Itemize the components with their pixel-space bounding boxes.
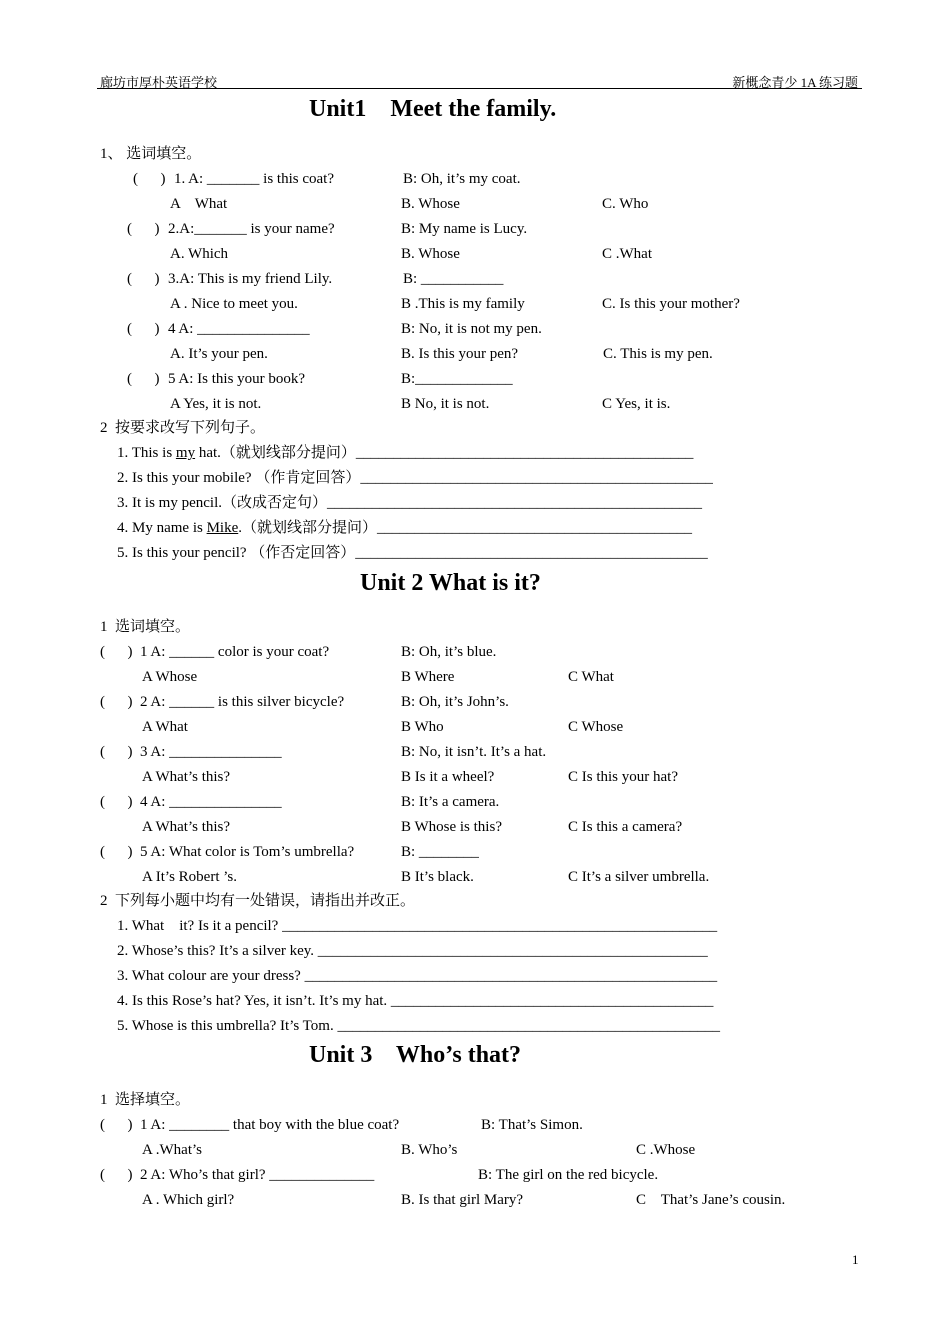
question-response: B: It’s a camera. xyxy=(401,794,500,810)
unit3-section1-heading: 1 选择填空。 xyxy=(100,1092,191,1108)
answer-blank[interactable]: ( ) xyxy=(127,371,160,387)
header-course: 新概念青少 1A 练习题 xyxy=(732,75,858,90)
option-c: C .What xyxy=(602,246,652,262)
unit1-section1-heading: 1、 选词填空。 xyxy=(100,146,202,162)
option-a: A Whose xyxy=(142,669,198,685)
option-c: C It’s a silver umbrella. xyxy=(568,869,710,885)
option-b: B Where xyxy=(401,669,455,685)
page-number: 1 xyxy=(852,1252,859,1267)
answer-blank[interactable]: ( ) xyxy=(100,744,133,760)
option-b: B Who xyxy=(401,719,444,735)
answer-blank[interactable]: ( ) xyxy=(127,271,160,287)
option-a: A It’s Robert ’s. xyxy=(142,869,238,885)
header-divider xyxy=(97,88,862,89)
option-b: B Is it a wheel? xyxy=(401,769,495,785)
answer-blank[interactable]: ( ) xyxy=(100,1117,133,1133)
option-c: C Is this your hat? xyxy=(568,769,678,785)
option-c: C What xyxy=(568,669,614,685)
question-stem: 2 A: Who’s that girl? ______________ xyxy=(140,1167,375,1183)
option-c: C. Who xyxy=(602,196,649,212)
option-b: B. Whose xyxy=(401,196,460,212)
question-stem: 5 A: Is this your book? xyxy=(168,371,306,387)
rewrite-text-after: .（就划线部分提问）__________________________________________ xyxy=(238,520,693,536)
question-stem: 1 A: ________ that boy with the blue coat? xyxy=(140,1117,400,1133)
option-c: C .Whose xyxy=(636,1142,696,1158)
question-stem: 4 A: _______________ xyxy=(140,794,282,810)
option-b: B No, it is not. xyxy=(401,396,490,412)
question-response: B:_____________ xyxy=(401,371,513,387)
answer-blank[interactable]: ( ) xyxy=(100,1167,133,1183)
rewrite-text-before: 4. My name is xyxy=(117,520,207,536)
option-a: A What’s this? xyxy=(142,769,231,785)
question-stem: 5 A: What color is Tom’s umbrella? xyxy=(140,844,355,860)
error-item-3: 3. What colour are your dress? _______________________________________________________ xyxy=(117,968,718,984)
answer-blank[interactable]: ( ) xyxy=(127,321,160,337)
question-response: B: ________ xyxy=(401,844,479,860)
option-c: C. This is my pen. xyxy=(603,346,713,362)
rewrite-item-3: 3. It is my pencil.（改成否定句）__________________________________________________ xyxy=(117,495,702,511)
unit2-title: Unit 2 What is it? xyxy=(360,570,541,596)
error-item-1: 1. What it? Is it a pencil? __________________________________________________________ xyxy=(117,918,718,934)
option-a: A . Nice to meet you. xyxy=(170,296,298,312)
unit2-section1-heading: 1 选词填空。 xyxy=(100,619,191,635)
question-stem: 3 A: _______________ xyxy=(140,744,282,760)
underlined-word: Mike xyxy=(206,520,239,536)
rewrite-text-after: hat.（就划线部分提问）_____________________________________________ xyxy=(195,445,694,461)
option-a: A. Which xyxy=(170,246,229,262)
option-a: A. It’s your pen. xyxy=(170,346,268,362)
rewrite-item-5: 5. Is this your pencil? （作否定回答）_______________________________________________ xyxy=(117,545,708,561)
question-stem: 2.A:_______ is your name? xyxy=(168,221,335,237)
header-school: 廊坊市厚朴英语学校 xyxy=(100,75,218,90)
option-b: B It’s black. xyxy=(401,869,474,885)
question-response: B: That’s Simon. xyxy=(481,1117,583,1133)
rewrite-item-4 xyxy=(117,519,692,537)
question-response: B: No, it isn’t. It’s a hat. xyxy=(401,744,547,760)
option-b: B. Is that girl Mary? xyxy=(401,1192,524,1208)
error-item-4: 4. Is this Rose’s hat? Yes, it isn’t. It’s my hat. ___________________________________________ xyxy=(117,993,714,1009)
answer-blank[interactable]: ( ) xyxy=(100,844,133,860)
option-a: A What xyxy=(170,196,228,212)
option-c: C Whose xyxy=(568,719,624,735)
unit1-title: Unit1 Meet the family. xyxy=(309,96,557,122)
option-a: A What xyxy=(142,719,188,735)
rewrite-item-1 xyxy=(117,444,693,462)
option-a: A What’s this? xyxy=(142,819,231,835)
underlined-word: my xyxy=(175,445,196,461)
question-stem: 3.A: This is my friend Lily. xyxy=(168,271,333,287)
option-c: C. Is this your mother? xyxy=(602,296,740,312)
unit3-title: Unit 3 Who’s that? xyxy=(309,1042,522,1068)
answer-blank[interactable]: ( ) xyxy=(100,694,133,710)
error-item-2: 2. Whose’s this? It’s a silver key. ____________________________________________________ xyxy=(117,943,708,959)
unit2-section2-heading: 2 下列每小题中均有一处错误，请指出并改正。 xyxy=(100,893,416,909)
error-item-5: 5. Whose is this umbrella? It’s Tom. ___________________________________________________ xyxy=(117,1018,720,1034)
option-a: A . Which girl? xyxy=(142,1192,235,1208)
question-stem: 4 A: _______________ xyxy=(168,321,310,337)
answer-blank[interactable]: ( ) xyxy=(100,794,133,810)
option-b: B .This is my family xyxy=(401,296,525,312)
option-b: B. Who’s xyxy=(401,1142,458,1158)
option-c: C That’s Jane’s cousin. xyxy=(636,1192,786,1208)
question-stem: 1. A: _______ is this coat? xyxy=(174,171,334,187)
unit1-section2-heading: 2 按要求改写下列句子。 xyxy=(100,420,266,436)
answer-blank[interactable]: ( ) xyxy=(100,644,133,660)
question-response: B: No, it is not my pen. xyxy=(401,321,542,337)
option-b: B Whose is this? xyxy=(401,819,502,835)
option-b: B. Whose xyxy=(401,246,460,262)
question-stem: 2 A: ______ is this silver bicycle? xyxy=(140,694,345,710)
rewrite-text-before: 1. This is xyxy=(117,445,176,461)
answer-blank[interactable]: ( ) xyxy=(133,171,166,187)
option-b: B. Is this your pen? xyxy=(401,346,519,362)
answer-blank[interactable]: ( ) xyxy=(127,221,160,237)
rewrite-item-2: 2. Is this your mobile? （作肯定回答）_______________________________________________ xyxy=(117,470,713,486)
question-stem: 1 A: ______ color is your coat? xyxy=(140,644,330,660)
question-response: B: My name is Lucy. xyxy=(401,221,528,237)
question-response: B: Oh, it’s blue. xyxy=(401,644,497,660)
option-a: A .What’s xyxy=(142,1142,202,1158)
question-response: B: Oh, it’s my coat. xyxy=(403,171,521,187)
question-response: B: The girl on the red bicycle. xyxy=(478,1167,659,1183)
option-c: C Yes, it is. xyxy=(602,396,671,412)
question-response: B: ___________ xyxy=(403,271,504,287)
option-a: A Yes, it is not. xyxy=(170,396,262,412)
question-response: B: Oh, it’s John’s. xyxy=(401,694,509,710)
option-c: C Is this a camera? xyxy=(568,819,683,835)
